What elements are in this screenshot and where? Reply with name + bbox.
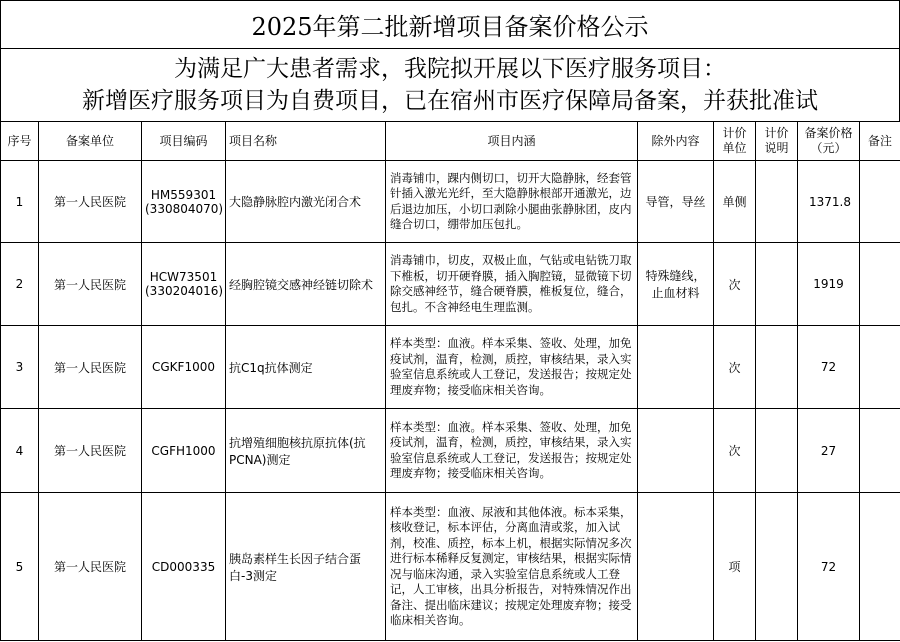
table-header-row bbox=[1, 122, 900, 161]
cell-code: CGKF1000 bbox=[142, 326, 226, 409]
cell-seq: 2 bbox=[1, 243, 39, 326]
cell-seq: 3 bbox=[1, 326, 39, 409]
price-table bbox=[0, 121, 900, 641]
cell-pricing-note bbox=[756, 326, 798, 409]
cell-price: 1919 bbox=[798, 243, 860, 326]
cell-pricing-unit: 次 bbox=[714, 243, 756, 326]
cell-pricing-note bbox=[756, 161, 798, 243]
header-name: 项目名称 bbox=[226, 122, 386, 161]
cell-code: HM559301 (330804070) bbox=[142, 161, 226, 243]
cell-name: 抗增殖细胞核抗原抗体(抗PCNA)测定 bbox=[226, 409, 386, 493]
cell-remark bbox=[860, 493, 900, 641]
page-title: 2025年第二批新增项目备案价格公示 bbox=[0, 0, 900, 49]
cell-unit: 第一人民医院 bbox=[39, 161, 142, 243]
cell-seq: 1 bbox=[1, 161, 39, 243]
cell-remark bbox=[860, 409, 900, 493]
cell-name: 经胸腔镜交感神经链切除术 bbox=[226, 243, 386, 326]
cell-price: 72 bbox=[798, 493, 860, 641]
cell-price: 72 bbox=[798, 326, 860, 409]
cell-seq: 5 bbox=[1, 493, 39, 641]
cell-code: CD000335 bbox=[142, 493, 226, 641]
header-content: 项目内涵 bbox=[386, 122, 638, 161]
table-row bbox=[1, 243, 900, 326]
cell-unit: 第一人民医院 bbox=[39, 243, 142, 326]
header-price: 备案价格（元） bbox=[798, 122, 860, 161]
cell-unit: 第一人民医院 bbox=[39, 493, 142, 641]
cell-name: 抗C1q抗体测定 bbox=[226, 326, 386, 409]
cell-unit: 第一人民医院 bbox=[39, 326, 142, 409]
header-seq: 序号 bbox=[1, 122, 39, 161]
cell-pricing-note bbox=[756, 409, 798, 493]
cell-excluded bbox=[638, 326, 714, 409]
cell-content: 样本类型：血液、尿液和其他体液。标本采集，核收登记，标本评估，分离血清或浆，加入试剂，校准、质控，标本上机，根据实际情况多次进行标本稀释反复测定，审核结果，根据实际情况与临床沟通，录入实验室信息系统或人工登记，人工审核，出具分析报告，对特殊情况作出备注、提出临床建议；按规定处理废弃物；接受临床相关咨询。 bbox=[386, 493, 638, 641]
cell-content: 消毒铺巾，踝内侧切口，切开大隐静脉，经套管针插入激光光纤，至大隐静脉根部开通激光，边后退边加压，小切口剥除小腿曲张静脉团，皮内缝合切口，绷带加压包扎。 bbox=[386, 161, 638, 243]
cell-code: CGFH1000 bbox=[142, 409, 226, 493]
intro-line-1: 为满足广大患者需求，我院拟开展以下医疗服务项目： bbox=[174, 56, 726, 82]
header-pricing-note: 计价说明 bbox=[756, 122, 798, 161]
header-pricing-unit: 计价单位 bbox=[714, 122, 756, 161]
cell-pricing-unit: 项 bbox=[714, 493, 756, 641]
cell-code: HCW73501 (330204016) bbox=[142, 243, 226, 326]
cell-pricing-unit: 次 bbox=[714, 409, 756, 493]
cell-content: 样本类型：血液。样本采集、签收、处理，加免疫试剂，温育，检测，质控，审核结果，录入实验室信息系统或人工登记，发送报告；按规定处理废弃物；接受临床相关咨询。 bbox=[386, 326, 638, 409]
cell-seq: 4 bbox=[1, 409, 39, 493]
cell-pricing-note bbox=[756, 243, 798, 326]
header-excluded: 除外内容 bbox=[638, 122, 714, 161]
cell-unit: 第一人民医院 bbox=[39, 409, 142, 493]
header-remark: 备注 bbox=[860, 122, 900, 161]
cell-content: 消毒铺巾，切皮，双极止血，气钻或电钻铣刀取下椎板，切开硬脊膜，插入胸腔镜，显微镜下切除交感神经节，缝合硬脊膜，椎板复位，缝合，包扎。不含神经电生理监测。 bbox=[386, 243, 638, 326]
table-row bbox=[1, 409, 900, 493]
cell-pricing-unit: 单侧 bbox=[714, 161, 756, 243]
cell-pricing-unit: 次 bbox=[714, 326, 756, 409]
cell-excluded: 特殊缝线，止血材料 bbox=[638, 243, 714, 326]
cell-content: 样本类型：血液。样本采集、签收、处理，加免疫试剂，温育，检测，质控，审核结果，录入实验室信息系统或人工登记，发送报告；按规定处理废弃物；接受临床相关咨询。 bbox=[386, 409, 638, 493]
table-row bbox=[1, 326, 900, 409]
header-code: 项目编码 bbox=[142, 122, 226, 161]
intro-line-2: 新增医疗服务项目为自费项目，已在宿州市医疗保障局备案，并获批准试 bbox=[82, 88, 818, 114]
cell-name: 大隐静脉腔内激光闭合术 bbox=[226, 161, 386, 243]
cell-remark bbox=[860, 243, 900, 326]
cell-pricing-note bbox=[756, 493, 798, 641]
table-row bbox=[1, 493, 900, 641]
cell-price: 1371.8 bbox=[798, 161, 860, 243]
intro-block bbox=[0, 49, 900, 121]
cell-remark bbox=[860, 326, 900, 409]
cell-excluded bbox=[638, 493, 714, 641]
cell-remark bbox=[860, 161, 900, 243]
cell-price: 27 bbox=[798, 409, 860, 493]
cell-excluded bbox=[638, 409, 714, 493]
header-unit: 备案单位 bbox=[39, 122, 142, 161]
cell-name: 胰岛素样生长因子结合蛋白-3测定 bbox=[226, 493, 386, 641]
cell-excluded: 导管，导丝 bbox=[638, 161, 714, 243]
table-row bbox=[1, 161, 900, 243]
